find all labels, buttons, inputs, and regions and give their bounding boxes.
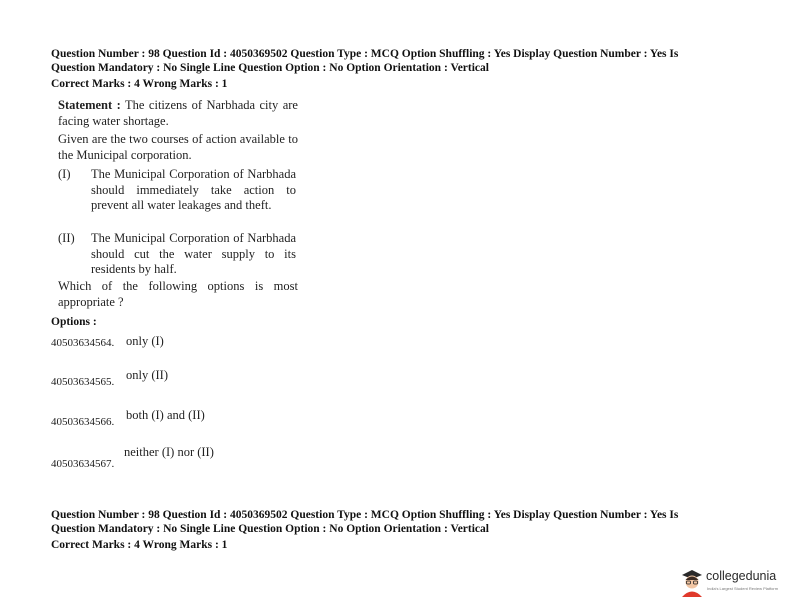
- logo-tagline: India's Largest Student Review Platform: [707, 586, 779, 591]
- option-2-id: 40503634565.: [51, 376, 115, 388]
- option-3-id: 40503634566.: [51, 416, 115, 428]
- statement-label: Statement :: [58, 98, 121, 112]
- statement: [58, 98, 298, 129]
- meta-line-2: Question Mandatory : No Single Line Question Option : No Option Orientation : Vertical: [51, 523, 489, 535]
- collegedunia-logo: [679, 565, 779, 601]
- option-1-text[interactable]: only (I): [126, 334, 164, 348]
- logo-wordmark: collegedunia: [706, 569, 777, 583]
- options-label: Options :: [51, 316, 97, 328]
- question-ask: Which of the following options is most appropriate ?: [58, 279, 298, 309]
- meta-line-1: Question Number : 98 Question Id : 4050369502 Question Type : MCQ Option Shuffling : Yes Display Question Number : Yes Is: [51, 48, 679, 60]
- course-2-number: (II): [58, 231, 75, 245]
- option-3-text[interactable]: both (I) and (II): [126, 408, 205, 422]
- option-1-id: 40503634564.: [51, 337, 115, 349]
- statement-text: The citizens of Narbhada city are facing water shortage.: [58, 98, 298, 128]
- meta-line-1: Question Number : 98 Question Id : 4050369502 Question Type : MCQ Option Shuffling : Yes Display Question Number : Yes Is: [51, 509, 679, 521]
- meta-line-3: Correct Marks : 4 Wrong Marks : 1: [51, 78, 228, 90]
- option-4-id: 40503634567.: [51, 458, 115, 470]
- question-meta-bottom: [51, 508, 751, 552]
- student-avatar-icon: [679, 567, 705, 597]
- option-4-text[interactable]: neither (I) nor (II): [124, 445, 214, 459]
- course-2-text: The Municipal Corporation of Narbhada should cut the water supply to its residents by half.: [91, 231, 296, 276]
- course-1-text: The Municipal Corporation of Narbhada should immediately take action to prevent all water leakages and theft.: [91, 167, 296, 212]
- meta-line-2: Question Mandatory : No Single Line Question Option : No Option Orientation : Vertical: [51, 62, 489, 74]
- given-text: Given are the two courses of action available to the Municipal corporation.: [58, 132, 298, 162]
- meta-line-3: Correct Marks : 4 Wrong Marks : 1: [51, 539, 228, 551]
- option-2-text[interactable]: only (II): [126, 368, 168, 382]
- course-1-number: (I): [58, 167, 71, 181]
- question-meta-top: [51, 47, 751, 91]
